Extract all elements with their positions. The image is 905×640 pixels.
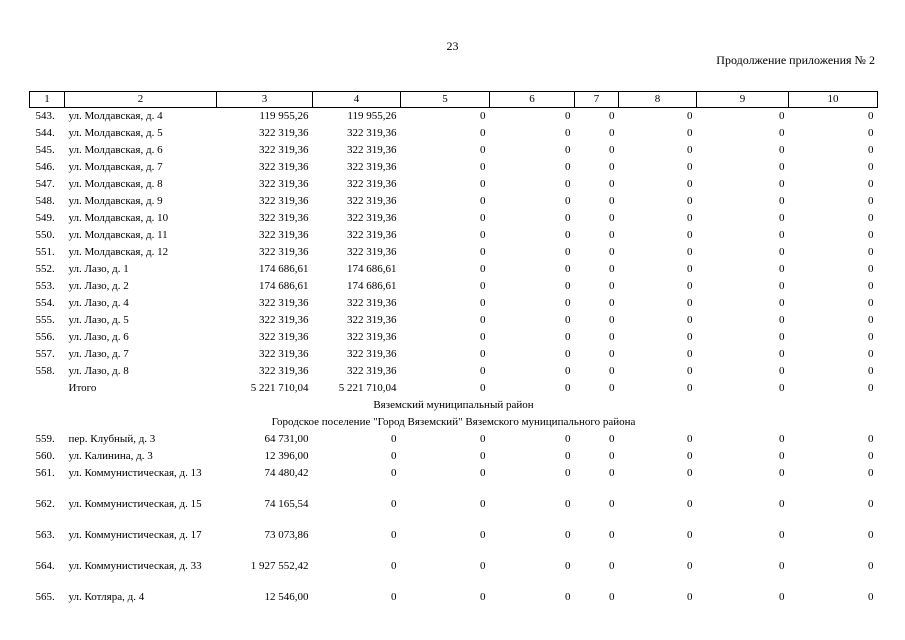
value-cell: 0 [779,591,785,603]
row-number: 551. [35,246,55,258]
row-number: 550. [35,229,55,241]
value-cell: 0 [480,246,486,258]
value-cell: 0 [868,365,874,377]
value-cell: 0 [868,246,874,258]
value-cell: 0 [868,178,874,190]
value-cell: 174 686,61 [259,263,309,275]
table-row [30,176,878,193]
value-cell: 0 [779,348,785,360]
value-cell: 0 [779,178,785,190]
value-cell: 0 [391,467,397,479]
value-cell: 0 [868,591,874,603]
row-number: 554. [35,297,55,309]
address-cell: ул. Молдавская, д. 8 [68,178,163,190]
value-cell: 322 319,36 [259,348,309,360]
value-cell: 0 [565,331,571,343]
value-cell: 0 [480,263,486,275]
table-cell: 5 221 710,04 [338,382,397,394]
value-cell: 0 [565,467,571,479]
value-cell: 322 319,36 [347,161,397,173]
address-cell: ул. Котляра, д. 4 [68,591,145,603]
value-cell: 0 [687,297,693,309]
row-number: 555. [35,314,55,326]
value-cell: 322 319,36 [347,297,397,309]
table-row [30,558,878,589]
table-cell: Итого [68,382,97,394]
address-cell: ул. Лазо, д. 4 [68,297,129,309]
table-cell: 0 [480,382,486,394]
row-number: 544. [35,127,55,139]
value-cell: 0 [480,365,486,377]
value-cell: 0 [779,314,785,326]
value-cell: 0 [687,246,693,258]
value-cell: 0 [868,529,874,541]
value-cell: 322 319,36 [347,331,397,343]
value-cell: 322 319,36 [259,127,309,139]
value-cell: 0 [565,297,571,309]
value-cell: 0 [391,498,397,510]
table-row [30,431,878,448]
row-number: 559. [35,433,55,445]
section-row [30,397,878,414]
value-cell: 0 [687,110,693,122]
value-cell: 322 319,36 [259,297,309,309]
value-cell: 0 [687,560,693,572]
value-cell: 0 [687,212,693,224]
value-cell: 0 [609,229,615,241]
value-cell: 322 319,36 [259,365,309,377]
table-row [30,465,878,496]
value-cell: 0 [480,314,486,326]
value-cell: 0 [609,127,615,139]
row-number: 563. [35,529,55,541]
value-cell: 73 073,86 [264,529,309,541]
value-cell: 0 [687,365,693,377]
value-cell: 0 [868,450,874,462]
value-cell: 0 [565,178,571,190]
table-row [30,125,878,142]
value-cell: 0 [779,560,785,572]
value-cell: 0 [868,144,874,156]
table-row [30,159,878,176]
value-cell: 0 [779,229,785,241]
value-cell: 0 [868,314,874,326]
table-cell: 5 221 710,04 [250,382,309,394]
value-cell: 0 [565,229,571,241]
value-cell: 322 319,36 [347,365,397,377]
address-cell: ул. Молдавская, д. 10 [68,212,169,224]
value-cell: 322 319,36 [347,195,397,207]
table-row [30,278,878,295]
value-cell: 0 [565,365,571,377]
value-cell: 0 [565,498,571,510]
value-cell: 0 [687,433,693,445]
value-cell: 0 [480,591,486,603]
value-cell: 174 686,61 [347,263,397,275]
address-cell: ул. Лазо, д. 5 [68,314,129,326]
value-cell: 0 [609,467,615,479]
value-cell: 0 [868,348,874,360]
value-cell: 0 [609,178,615,190]
section-row [30,414,878,431]
table-row [30,363,878,380]
value-cell: 0 [779,195,785,207]
value-cell: 0 [565,433,571,445]
value-cell: 0 [565,348,571,360]
value-cell: 0 [868,212,874,224]
value-cell: 0 [687,263,693,275]
value-cell: 322 319,36 [347,212,397,224]
value-cell: 322 319,36 [259,144,309,156]
address-cell: ул. Лазо, д. 1 [68,263,129,275]
header-cell: 10 [789,92,878,108]
table-cell: 0 [868,382,874,394]
value-cell: 322 319,36 [259,331,309,343]
table-row [30,227,878,244]
table-row [30,108,878,126]
row-number: 548. [35,195,55,207]
address-cell: ул. Калинина, д. 3 [68,450,153,462]
value-cell: 0 [868,297,874,309]
row-number: 549. [35,212,55,224]
value-cell: 0 [480,161,486,173]
value-cell: 0 [609,450,615,462]
address-cell: ул. Коммунистическая, д. 33 [68,560,202,572]
value-cell: 0 [868,229,874,241]
value-cell: 0 [687,529,693,541]
data-table [29,91,878,606]
value-cell: 0 [868,110,874,122]
value-cell: 0 [779,263,785,275]
section-district: Вяземский муниципальный район [373,399,534,411]
header-cell: 3 [217,92,313,108]
continuation-label: Продолжение приложения № 2 [716,53,875,67]
value-cell: 174 686,61 [347,280,397,292]
address-cell: ул. Молдавская, д. 9 [68,195,163,207]
value-cell: 0 [391,591,397,603]
value-cell: 0 [779,433,785,445]
address-cell: ул. Коммунистическая, д. 13 [68,467,202,479]
row-number: 545. [35,144,55,156]
address-cell: ул. Молдавская, д. 5 [68,127,163,139]
value-cell: 0 [868,560,874,572]
value-cell: 0 [480,178,486,190]
value-cell: 322 319,36 [347,178,397,190]
table-row [30,329,878,346]
value-cell: 0 [480,297,486,309]
value-cell: 74 165,54 [264,498,309,510]
address-cell: пер. Клубный, д. 3 [68,433,156,445]
table-row [30,527,878,558]
value-cell: 322 319,36 [259,314,309,326]
table-cell: 0 [609,382,615,394]
value-cell: 0 [868,331,874,343]
value-cell: 64 731,00 [264,433,309,445]
value-cell: 0 [480,144,486,156]
value-cell: 0 [609,331,615,343]
value-cell: 0 [868,280,874,292]
table-cell: 0 [779,382,785,394]
page-number: 23 [446,39,459,53]
value-cell: 0 [687,498,693,510]
row-number: 562. [35,498,55,510]
value-cell: 0 [868,195,874,207]
header-cell: 9 [697,92,789,108]
header-cell: 1 [30,92,65,108]
header-cell: 2 [65,92,217,108]
table-row [30,346,878,363]
value-cell: 0 [565,110,571,122]
value-cell: 0 [565,246,571,258]
table-row [30,244,878,261]
row-number: 564. [35,560,55,572]
row-number: 547. [35,178,55,190]
value-cell: 0 [687,127,693,139]
table-row [30,261,878,278]
address-cell: ул. Молдавская, д. 12 [68,246,169,258]
table-row [30,210,878,227]
table-row [30,589,878,606]
value-cell: 0 [687,348,693,360]
header-cell: 5 [401,92,490,108]
value-cell: 0 [480,110,486,122]
table-cell: 0 [565,382,571,394]
value-cell: 322 319,36 [259,178,309,190]
value-cell: 0 [779,450,785,462]
value-cell: 74 480,42 [264,467,309,479]
value-cell: 0 [480,560,486,572]
value-cell: 0 [565,144,571,156]
value-cell: 0 [868,161,874,173]
value-cell: 0 [565,263,571,275]
value-cell: 0 [868,433,874,445]
value-cell: 0 [480,212,486,224]
value-cell: 0 [868,127,874,139]
value-cell: 0 [565,450,571,462]
header-cell: 7 [575,92,619,108]
value-cell: 0 [480,127,486,139]
address-cell: ул. Молдавская, д. 11 [68,229,168,241]
value-cell: 322 319,36 [347,127,397,139]
value-cell: 0 [868,498,874,510]
value-cell: 0 [779,529,785,541]
value-cell: 0 [609,529,615,541]
value-cell: 322 319,36 [259,246,309,258]
table-row [30,193,878,210]
value-cell: 0 [609,498,615,510]
value-cell: 0 [609,144,615,156]
value-cell: 0 [391,529,397,541]
value-cell: 0 [779,297,785,309]
table-row [30,312,878,329]
table-cell: 0 [687,382,693,394]
value-cell: 0 [779,161,785,173]
row-number: 553. [35,280,55,292]
address-cell: ул. Молдавская, д. 6 [68,144,163,156]
value-cell: 0 [609,263,615,275]
address-cell: ул. Лазо, д. 2 [68,280,129,292]
address-cell: ул. Лазо, д. 6 [68,331,129,343]
table-row [30,496,878,527]
value-cell: 0 [480,467,486,479]
header-cell: 8 [619,92,697,108]
value-cell: 0 [609,314,615,326]
value-cell: 0 [779,246,785,258]
value-cell: 0 [565,161,571,173]
value-cell: 322 319,36 [259,212,309,224]
value-cell: 1 927 552,42 [250,560,309,572]
value-cell: 12 546,00 [264,591,309,603]
value-cell: 0 [480,529,486,541]
row-number: 560. [35,450,55,462]
value-cell: 0 [480,498,486,510]
value-cell: 174 686,61 [259,280,309,292]
address-cell: ул. Лазо, д. 8 [68,365,129,377]
value-cell: 0 [779,280,785,292]
table-cell [30,380,65,397]
value-cell: 0 [565,529,571,541]
value-cell: 0 [779,127,785,139]
value-cell: 322 319,36 [347,348,397,360]
address-cell: ул. Молдавская, д. 4 [68,110,163,122]
value-cell: 0 [687,144,693,156]
value-cell: 0 [687,161,693,173]
value-cell: 322 319,36 [347,229,397,241]
value-cell: 0 [391,450,397,462]
table-row [30,448,878,465]
value-cell: 0 [779,498,785,510]
value-cell: 0 [609,195,615,207]
value-cell: 0 [609,212,615,224]
address-cell: ул. Коммунистическая, д. 15 [68,498,202,510]
value-cell: 12 396,00 [264,450,309,462]
value-cell: 0 [480,433,486,445]
value-cell: 0 [779,144,785,156]
header-row [30,92,878,108]
value-cell: 0 [565,314,571,326]
value-cell: 0 [565,127,571,139]
value-cell: 322 319,36 [259,161,309,173]
value-cell: 322 319,36 [259,195,309,207]
value-cell: 0 [480,229,486,241]
value-cell: 322 319,36 [347,144,397,156]
value-cell: 0 [565,591,571,603]
value-cell: 0 [480,195,486,207]
address-cell: ул. Коммунистическая, д. 17 [68,529,202,541]
value-cell: 0 [391,560,397,572]
value-cell: 0 [779,331,785,343]
value-cell: 0 [687,178,693,190]
value-cell: 0 [565,212,571,224]
value-cell: 0 [687,229,693,241]
value-cell: 0 [480,348,486,360]
value-cell: 322 319,36 [347,314,397,326]
header-cell: 4 [313,92,401,108]
value-cell: 0 [609,433,615,445]
value-cell: 0 [868,467,874,479]
value-cell: 0 [609,246,615,258]
value-cell: 0 [609,348,615,360]
value-cell: 0 [391,433,397,445]
row-number: 543. [35,110,55,122]
value-cell: 0 [868,263,874,275]
value-cell: 0 [480,280,486,292]
value-cell: 0 [687,195,693,207]
row-number: 561. [35,467,55,479]
table-row [30,295,878,312]
row-number: 565. [35,591,55,603]
value-cell: 0 [565,195,571,207]
section-settlement: Городское поселение "Город Вяземский" Вяземского муниципального района [271,416,636,428]
value-cell: 0 [687,314,693,326]
value-cell: 0 [480,331,486,343]
row-number: 546. [35,161,55,173]
value-cell: 0 [687,467,693,479]
value-cell: 0 [609,280,615,292]
value-cell: 0 [687,450,693,462]
value-cell: 0 [609,365,615,377]
value-cell: 0 [609,110,615,122]
total-row [30,380,878,397]
value-cell: 119 955,26 [259,110,309,122]
value-cell: 0 [779,365,785,377]
value-cell: 0 [687,331,693,343]
value-cell: 0 [609,591,615,603]
value-cell: 0 [687,280,693,292]
row-number: 557. [35,348,55,360]
row-number: 558. [35,365,55,377]
row-number: 552. [35,263,55,275]
table-row [30,142,878,159]
address-cell: ул. Лазо, д. 7 [68,348,129,360]
row-number: 556. [35,331,55,343]
address-cell: ул. Молдавская, д. 7 [68,161,163,173]
value-cell: 0 [565,560,571,572]
value-cell: 0 [779,212,785,224]
value-cell: 322 319,36 [347,246,397,258]
value-cell: 322 319,36 [259,229,309,241]
value-cell: 0 [565,280,571,292]
value-cell: 0 [609,297,615,309]
value-cell: 0 [779,467,785,479]
value-cell: 119 955,26 [347,110,397,122]
header-cell: 6 [490,92,575,108]
value-cell: 0 [779,110,785,122]
value-cell: 0 [609,560,615,572]
value-cell: 0 [687,591,693,603]
value-cell: 0 [609,161,615,173]
value-cell: 0 [480,450,486,462]
